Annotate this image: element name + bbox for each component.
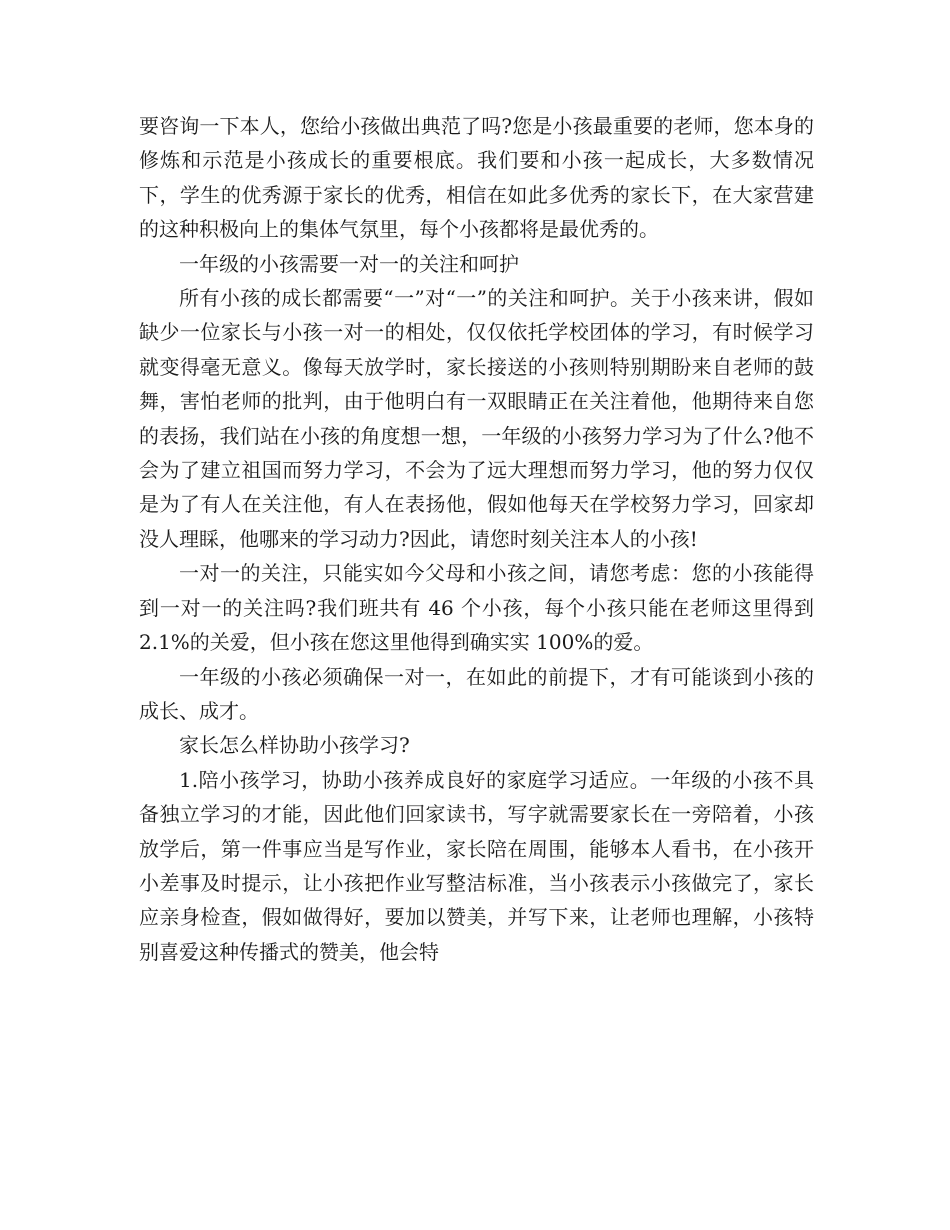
paragraph-3: 所有小孩的成长都需要“一”对“一”的关注和呵护。关于小孩来讲，假如缺少一位家长与小孩一对一的相处，仅仅依托学校团体的学习，有时候学习就变得毫无意义。像每天放学时，家长接送的小孩则特别期盼来自老师的鼓舞，害怕老师的批判，由于他明白有一双眼睛正在关注着他，他期待来自您的表扬，我们站在小孩的角度想一想，一年级的小孩努力学习为了什么?他不会为了建立祖国而努力学习，不会为了远大理想而努力学习，他的努力仅仅是为了有人在关注他，有人在表扬他，假如他每天在学校努力学习，回家却没人理睬，他哪来的学习动力?因此，请您时刻关注本人的小孩! <box>139 286 814 551</box>
paragraph-4: 一对一的关注，只能实如今父母和小孩之间，请您考虑：您的小孩能得到一对一的关注吗?我们班共有 46 个小孩，每个小孩只能在老师这里得到 2.1%的关爱，但小孩在您这里他得到确实实 100%的爱。 <box>139 561 814 655</box>
paragraph-7: 1.陪小孩学习，协助小孩养成良好的家庭学习适应。一年级的小孩不具备独立学习的才能，因此他们回家读书，写字就需要家长在一旁陪着，小孩放学后，第一件事应当是写作业，家长陪在周围，能够本人看书，在小孩开小差事及时提示，让小孩把作业写整洁标准，当小孩表示小孩做完了，家长应亲身检查，假如做得好，要加以赞美，并写下来，让老师也理解，小孩特别喜爱这种传播式的赞美，他会特 <box>139 767 814 964</box>
paragraph-5: 一年级的小孩必须确保一对一，在如此的前提下，才有可能谈到小孩的成长、成才。 <box>139 664 814 723</box>
document-page <box>139 109 814 969</box>
section-heading-one-on-one: 一年级的小孩需要一对一的关注和呵护 <box>179 251 519 276</box>
section-heading-how-to-help: 家长怎么样协助小孩学习? <box>179 733 410 758</box>
paragraph-1: 要咨询一下本人，您给小孩做出典范了吗?您是小孩最重要的老师，您本身的修炼和示范是小孩成长的重要根底。我们要和小孩一起成长，大多数情况下，学生的优秀源于家长的优秀，相信在如此多优秀的家长下，在大家营建的这种积极向上的集体气氛里，每个小孩都将是最优秀的。 <box>139 114 814 242</box>
